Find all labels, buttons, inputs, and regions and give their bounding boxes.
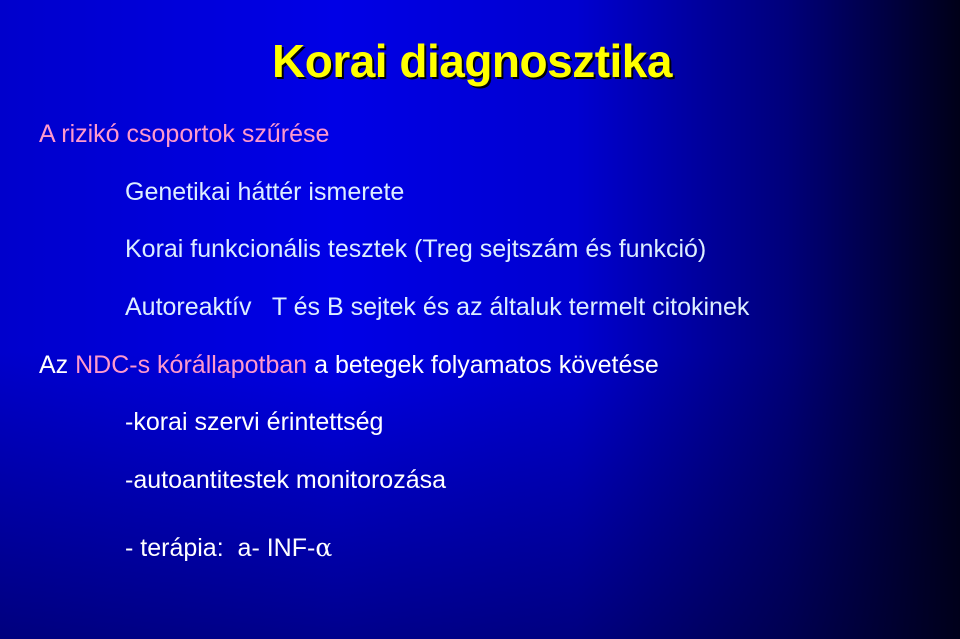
genetic-item: Genetikai háttér ismerete — [125, 178, 405, 206]
followup-prefix: Az — [39, 351, 76, 379]
organ-involvement-item: -korai szervi érintettség — [125, 408, 384, 436]
screening-heading: A rizikó csoportok szűrése — [39, 120, 330, 148]
followup-highlight: NDC-s kórállapotban — [75, 351, 308, 379]
functional-tests-item: Korai funkcionális tesztek (Treg sejtszám és funkció) — [125, 235, 707, 263]
autoreactive-item: Autoreaktív T és B sejtek és az általuk termelt citokinek — [125, 293, 750, 321]
slide-title: Korai diagnosztika — [272, 35, 672, 87]
autoantibody-item: -autoantitestek monitorozása — [125, 466, 447, 494]
followup-suffix: a betegek folyamatos követése — [307, 351, 659, 379]
therapy-prefix: - terápia: a- INF- — [125, 534, 316, 562]
therapy-item — [125, 535, 332, 561]
alpha-symbol: α — [315, 533, 333, 562]
followup-heading — [39, 353, 659, 378]
